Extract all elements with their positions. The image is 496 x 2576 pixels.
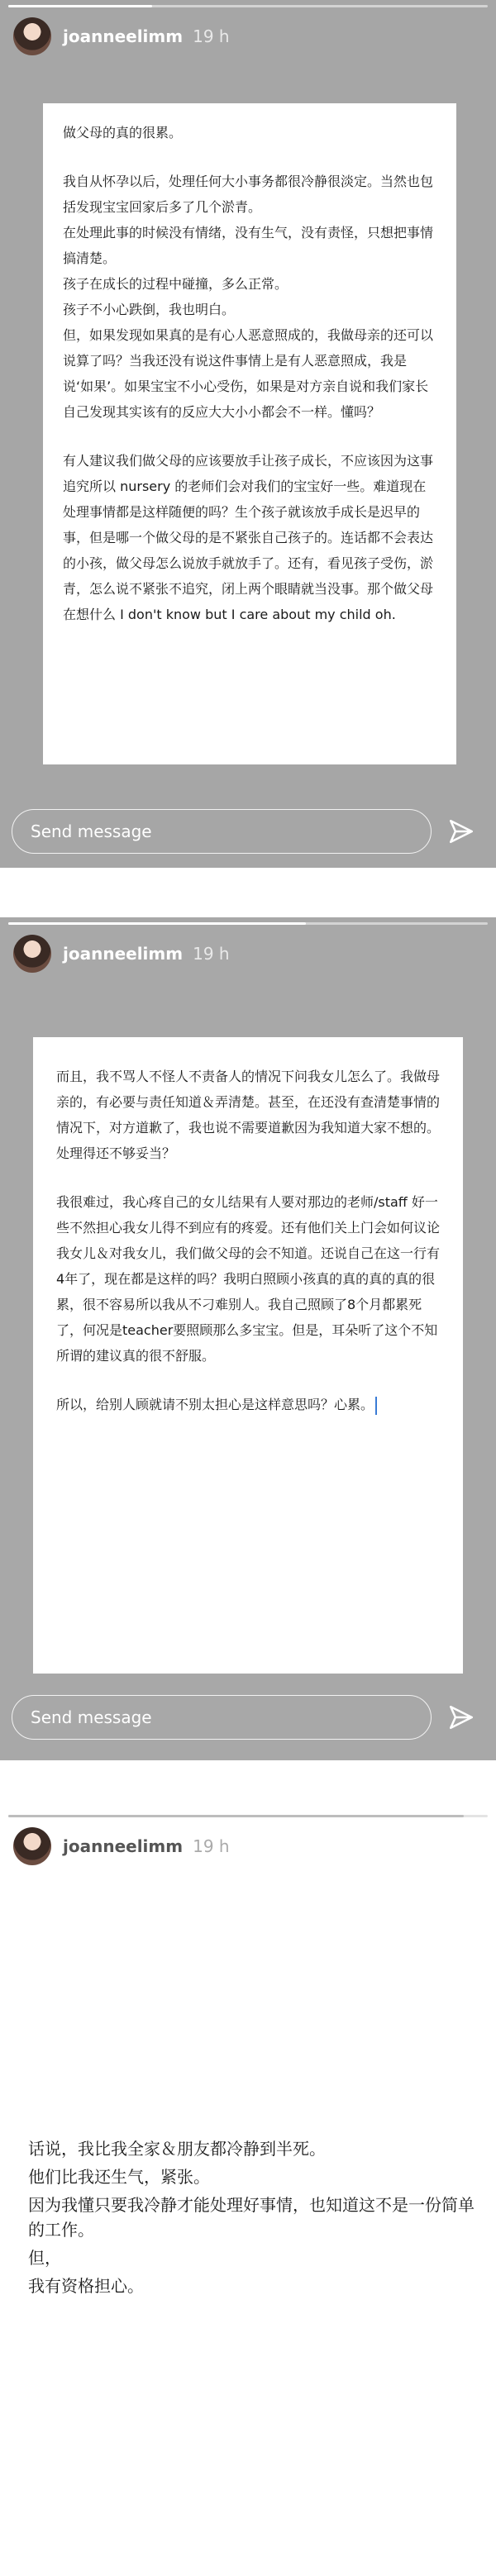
paragraph: 我很难过，我心疼自己的女儿结果有人要对那边的老师/staff 好一些不然担心我女儿得不到应有的疼爱。还有他们关上门会如何议论我女儿＆对我女儿，我们做父母的会不知道。还说自己在这一行有4年了，现在都是这样的吗？我明白照顾小孩真的真的真的真的很累，很不容易所以我从不刁难别人。我自己照顾了8个月都累死了，何况是teacher要照顾那么多宝宝。但是，耳朵听了这个不知所谓的建议真的很不舒服。 xyxy=(56,1194,441,1364)
story-progress-fill xyxy=(8,922,306,925)
paragraph: 做父母的真的很累。 xyxy=(63,125,183,140)
username[interactable]: joanneelimm xyxy=(63,944,184,964)
story-frame-2 xyxy=(0,917,496,1760)
avatar[interactable] xyxy=(13,17,51,55)
timestamp: 19 h xyxy=(193,1836,230,1856)
reply-bar xyxy=(12,808,484,855)
story-progress-bar xyxy=(8,922,488,925)
avatar[interactable] xyxy=(13,1827,51,1865)
text-card xyxy=(43,103,456,764)
username[interactable]: joanneelimm xyxy=(63,1836,184,1856)
avatar[interactable] xyxy=(13,935,51,973)
story-frame-3 xyxy=(0,1810,496,2576)
paragraph xyxy=(56,1392,440,1417)
timestamp: 19 h xyxy=(193,26,230,46)
story-header xyxy=(13,15,483,58)
text-card xyxy=(33,1037,463,1674)
paragraph-text: 所以，给别人顾就请不别太担心是这样意思吗？心累。 xyxy=(56,1397,374,1412)
timestamp: 19 h xyxy=(193,944,230,964)
send-message-input[interactable]: Send message xyxy=(12,809,432,854)
reply-bar xyxy=(12,1694,484,1740)
story-header xyxy=(13,932,483,975)
text-line: 话说，我比我全家＆朋友都冷静到半死。 xyxy=(28,2139,326,2159)
send-message-input[interactable]: Send message xyxy=(12,1695,432,1740)
story-progress-fill xyxy=(8,1815,464,1817)
text-line: 我有资格担心。 xyxy=(28,2276,144,2296)
paragraph: 我自从怀孕以后，处理任何大小事务都很冷静很淡定。当然也包括发现宝宝回家后多了几个淤青。 在处理此事的时候没有情绪，没有生气，没有责怪，只想把事情搞清楚。 孩子在成长的过程中碰撞，多么正常。 孩子不小心跌倒，我也明白。 但，如果发现如果真的是有心人恶意照成的，我做母亲的还可以说算了吗？当我还没有说这件事情上是有人恶意照成，我是说‘如果’。如果宝宝不小心受伤，如果是对方亲自说和我们家长自己发现其实该有的反应大大小小都会不一样。懂吗？ xyxy=(63,174,434,420)
story-header xyxy=(13,1825,483,1868)
text-line: 但， xyxy=(28,2248,61,2268)
paragraph: 而且，我不骂人不怪人不责备人的情况下问我女儿怎么了。我做母亲的，有必要与责任知道＆弄清楚。甚至，在还没有查清楚事情的情况下，对方道歉了，我也说不需要道歉因为我知道大家不想的。处理得还不够妥当？ xyxy=(56,1069,441,1161)
story-progress-bar xyxy=(8,1815,488,1817)
story-progress-fill xyxy=(8,5,152,7)
text-cursor xyxy=(375,1397,377,1415)
username[interactable]: joanneelimm xyxy=(63,26,184,46)
story-frame-1 xyxy=(0,0,496,868)
send-paper-plane-icon[interactable] xyxy=(438,1694,484,1740)
paragraph: 有人建议我们做父母的应该要放手让孩子成长，不应该因为这事追究所以 nursery 的老师们会对我们的宝宝好一些。难道现在处理事情都是这样随便的吗？生个孩子就该放手成长是迟早的事，但是哪一个做父母的是不紧张自己孩子的。连话都不会表达的小孩，做父母怎么说放手就放手了。还有，看见孩子受伤，淤青，怎么说不紧张不追究，闭上两个眼睛就当没事。那个做父母在想什么 I don't know but I care about my child oh. xyxy=(63,453,434,622)
story-progress-bar xyxy=(8,5,488,7)
send-paper-plane-icon[interactable] xyxy=(438,808,484,855)
story-text xyxy=(28,2136,475,2302)
text-line: 因为我懂只要我冷静才能处理好事情，也知道这不是一份简单的工作。 xyxy=(28,2195,475,2240)
text-line: 他们比我还生气，紧张。 xyxy=(28,2167,210,2187)
